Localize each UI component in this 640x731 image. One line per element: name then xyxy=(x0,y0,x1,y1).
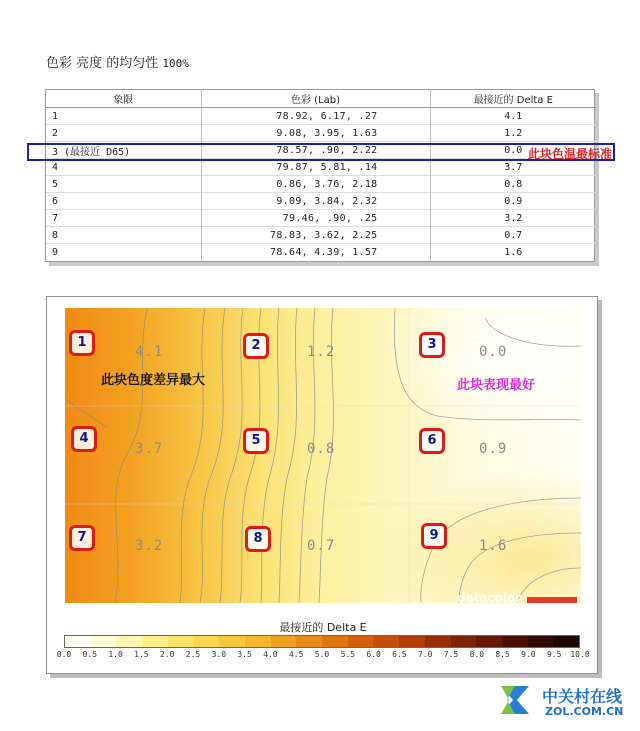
scale-swatch xyxy=(245,636,271,647)
scale-tick-label: 6.0 xyxy=(366,650,381,659)
scale-swatch xyxy=(528,636,554,647)
zol-logo-icon xyxy=(497,682,533,718)
lab-cell: 78.83, 3.62, 2.25 xyxy=(201,227,430,244)
scale-tick-label: 9.5 xyxy=(546,650,562,659)
zone-6-marker: 6 xyxy=(419,428,445,454)
scale-tick-label: 9.0 xyxy=(521,650,536,659)
delta-e-cell: 0.8 xyxy=(430,176,596,193)
zone-2-value: 1.2 xyxy=(307,344,336,360)
zone-7-value: 3.2 xyxy=(135,538,164,554)
delta-e-cell: 0.9 xyxy=(430,193,596,210)
table-row xyxy=(46,210,596,227)
table-row xyxy=(46,244,596,261)
scale-tick-label: 7.5 xyxy=(443,650,459,659)
zone-8-value: 0.7 xyxy=(307,538,336,554)
scale-tick-label: 7.0 xyxy=(417,650,433,659)
scale-swatch xyxy=(219,636,245,647)
row-highlight-box xyxy=(27,143,615,161)
scale-swatch xyxy=(194,636,220,647)
report-title xyxy=(46,52,189,71)
quadrant-cell: 7 xyxy=(46,210,201,227)
scale-tick-label: 2.5 xyxy=(185,650,201,659)
col-header-delta-e: 最接近的 Delta E xyxy=(430,90,596,108)
scale-swatch xyxy=(91,636,117,647)
delta-e-cell: 1.2 xyxy=(430,125,596,142)
uniformity-table xyxy=(45,89,595,262)
table-row xyxy=(46,159,596,176)
zone-8-marker: 8 xyxy=(245,526,271,552)
quadrant-cell: 2 xyxy=(46,125,201,142)
lab-cell: 79.46, .90, .25 xyxy=(201,210,430,227)
scale-tick-label: 6.5 xyxy=(392,650,407,659)
datacolor-logo-bar xyxy=(527,597,577,603)
zone-3-marker: 3 xyxy=(419,332,445,358)
zone-2-marker: 2 xyxy=(243,333,269,359)
table-row xyxy=(46,108,596,125)
delta-e-cell: 1.6 xyxy=(430,244,596,261)
delta-e-cell: 0.0 xyxy=(430,142,596,159)
scale-tick-label: 4.0 xyxy=(263,650,278,659)
title-text: 色彩 亮度 的均匀性 xyxy=(46,56,159,71)
quadrant-cell: 1 xyxy=(46,108,201,125)
zone-1-marker: 1 xyxy=(69,330,95,356)
lab-cell: 78.57, .90, 2.22 xyxy=(201,142,430,159)
scale-title: 最接近的 Delta E xyxy=(279,621,367,634)
col-header-lab: 色彩 (Lab) xyxy=(201,90,430,108)
scale-tick-label: 1.5 xyxy=(134,650,149,659)
zone-4-value: 3.7 xyxy=(135,441,164,457)
title-percent: 100% xyxy=(162,57,189,70)
scale-tick-label: 10.0 xyxy=(570,650,590,659)
scale-tick-label: 8.5 xyxy=(495,650,510,659)
delta-e-cell: 3.2 xyxy=(430,210,596,227)
scale-swatch xyxy=(476,636,502,647)
scale-tick-label: 5.0 xyxy=(314,650,330,659)
col-header-quadrant: 象限 xyxy=(46,90,201,108)
scale-tick-label: 5.5 xyxy=(340,650,356,659)
highlight-note: 此块色温最标准 xyxy=(528,147,613,161)
zone-9-value: 1.6 xyxy=(479,538,508,554)
table-row xyxy=(46,125,596,142)
scale-tick-label: 8.0 xyxy=(469,650,485,659)
scale-swatch xyxy=(348,636,374,647)
zone-5-value: 0.8 xyxy=(307,441,336,457)
table-header-row xyxy=(46,90,596,108)
scale-tick-label: 0.0 xyxy=(56,650,72,659)
quadrant-cell: 3 (最接近 D65) xyxy=(46,142,201,159)
lab-cell: 9.09, 3.84, 2.32 xyxy=(201,193,430,210)
quadrant-cell: 5 xyxy=(46,176,201,193)
lab-cell: 79.87, 5.81, .14 xyxy=(201,159,430,176)
delta-e-cell: 4.1 xyxy=(430,108,596,125)
delta-e-color-scale xyxy=(64,635,580,648)
scale-swatch xyxy=(116,636,142,647)
zone-6-value: 0.9 xyxy=(479,441,508,457)
zone-1-value: 4.1 xyxy=(135,344,164,360)
delta-e-scale-ticks xyxy=(58,650,598,662)
scale-swatch xyxy=(296,636,322,647)
scale-swatch xyxy=(553,636,579,647)
zone-7-marker: 7 xyxy=(69,525,95,551)
zone-3-value: 0.0 xyxy=(479,344,508,360)
quadrant-cell: 6 xyxy=(46,193,201,210)
delta-e-cell: 3.7 xyxy=(430,159,596,176)
lab-cell: 78.64, 4.39, 1.57 xyxy=(201,244,430,261)
lab-cell: 78.92, 6.17, .27 xyxy=(201,108,430,125)
table-row xyxy=(46,227,596,244)
watermark-name: 中关村在线 xyxy=(542,687,623,706)
watermark-url: ZOL.COM.CN xyxy=(545,705,624,718)
quadrant-cell: 9 xyxy=(46,244,201,261)
lab-cell: 0.86, 3.76, 2.18 xyxy=(201,176,430,193)
scale-tick-label: 0.5 xyxy=(82,650,98,659)
quadrant-cell: 8 xyxy=(46,227,201,244)
quadrant-cell: 4 xyxy=(46,159,201,176)
scale-swatch xyxy=(168,636,194,647)
scale-swatch xyxy=(322,636,348,647)
scale-swatch xyxy=(451,636,477,647)
uniformity-heatmap xyxy=(65,308,581,603)
scale-tick-label: 2.0 xyxy=(159,650,175,659)
table-row xyxy=(46,176,596,193)
note-best-zone: 此块表现最好 xyxy=(457,378,536,393)
scale-swatch xyxy=(502,636,528,647)
scale-swatch xyxy=(373,636,399,647)
scale-tick-label: 3.5 xyxy=(237,650,252,659)
scale-swatch xyxy=(271,636,297,647)
scale-swatch xyxy=(142,636,168,647)
scale-swatch xyxy=(425,636,451,647)
zone-4-marker: 4 xyxy=(71,426,97,452)
scale-swatch xyxy=(65,636,91,647)
zone-5-marker: 5 xyxy=(243,428,269,454)
note-worst-zone: 此块色度差异最大 xyxy=(101,373,206,388)
scale-tick-label: 4.5 xyxy=(288,650,304,659)
scale-swatch xyxy=(399,636,425,647)
scale-tick-label: 3.0 xyxy=(211,650,227,659)
datacolor-logo: datacolor xyxy=(457,591,522,603)
lab-cell: 9.08, 3.95, 1.63 xyxy=(201,125,430,142)
uniformity-map-card xyxy=(46,296,598,674)
table-row xyxy=(46,193,596,210)
zone-9-marker: 9 xyxy=(421,523,447,549)
delta-e-cell: 0.7 xyxy=(430,227,596,244)
scale-tick-label: 1.0 xyxy=(108,650,123,659)
